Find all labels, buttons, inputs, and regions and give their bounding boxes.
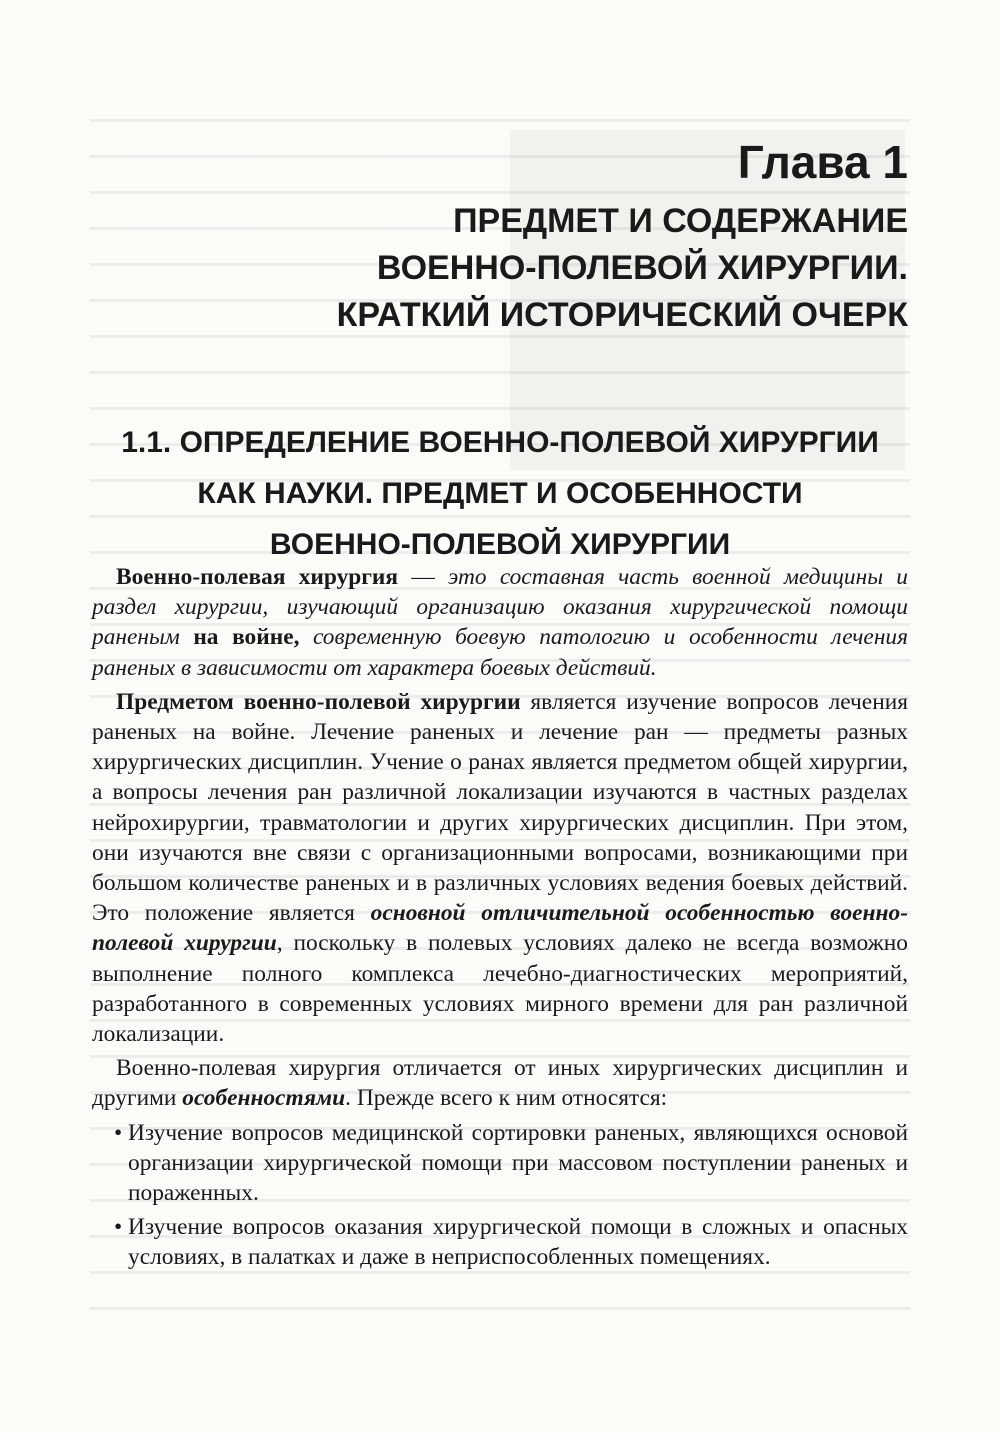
definition-text-a: это составная часть военной медицины и раздел хирургии, изучающий организацию оказания хирургической помощи раненым: [92, 564, 908, 651]
features-text-b: . Прежде всего к ним относятся:: [345, 1085, 668, 1112]
chapter-title-line: ПРЕДМЕТ И СОДЕРЖАНИЕ: [453, 202, 908, 240]
chapter-title-line: КРАТКИЙ ИСТОРИЧЕСКИЙ ОЧЕРК: [336, 296, 908, 334]
section-title-line: КАК НАУКИ. ПРЕДМЕТ И ОСОБЕННОСТИ: [197, 477, 803, 510]
subject-term: Предметом военно-полевой хирургии: [116, 688, 521, 715]
features-emphasis: особенностями: [182, 1085, 346, 1112]
features-paragraph: [92, 1053, 908, 1113]
definition-dash: —: [398, 564, 448, 590]
defined-term: Военно-полевая хирургия: [116, 564, 399, 590]
chapter-title-line: ВОЕННО-ПОЛЕВОЙ ХИРУРГИИ.: [376, 249, 908, 287]
list-item: [92, 1212, 908, 1272]
subject-emphasis: основной отличительной особенностью военно-полевой хирургии: [92, 900, 908, 957]
section-title-line: ВОЕННО-ПОЛЕВОЙ ХИРУРГИИ: [269, 528, 731, 561]
definition-emphasis: на войне,: [193, 624, 300, 651]
list-item-text: Изучение вопросов медицинской сортировки раненых, являющихся основой организации хирургической помощи при массовом поступлении раненых и пораженных.: [128, 1119, 908, 1207]
subject-paragraph: [92, 687, 908, 1049]
subject-text-b: , поскольку в полевых условиях далеко не всегда возможно выполнение полного комплекса лечебно-диагностических мероприятий, разработанного в современных условиях мирного времени для ран различной локализации.: [92, 930, 908, 1048]
chapter-label: Глава 1: [737, 136, 908, 188]
list-item-text: Изучение вопросов оказания хирургической помощи в сложных и опасных условиях, в палатках и даже в неприспособленных помещениях.: [128, 1214, 908, 1271]
bullet-icon: •: [114, 1119, 123, 1146]
subject-text-a: является изучение вопросов лечения раненых на войне. Лечение раненых и лечение ран — предметы разных хирургических дисциплин. Учение о ранах является предметом общей хирургии, а вопросы лечения ран различной локализации изучаются в частных разделах нейрохирургии, травматологии и других хирургических дисциплин. При этом, они изучаются вне связи с организационными вопросами, возникающими при большом количестве раненых и в различных условиях ведения боевых действий. Это положение является: [92, 688, 908, 927]
features-text-a: Военно-полевая хирургия отличается от иных хирургических дисциплин и другими: [92, 1055, 908, 1112]
list-item: [92, 1118, 908, 1209]
section-title: [92, 417, 908, 570]
section-title-line: 1.1. ОПРЕДЕЛЕНИЕ ВОЕННО-ПОЛЕВОЙ ХИРУРГИИ: [121, 426, 879, 459]
definition-text-b: современную боевую патологию и особенности лечения раненых в зависимости от характера боевых действий.: [92, 624, 908, 681]
features-list: [92, 1118, 908, 1273]
bullet-icon: •: [114, 1214, 123, 1241]
definition-paragraph: [92, 562, 908, 683]
body-text: [92, 562, 908, 1277]
chapter-title: [108, 198, 908, 339]
